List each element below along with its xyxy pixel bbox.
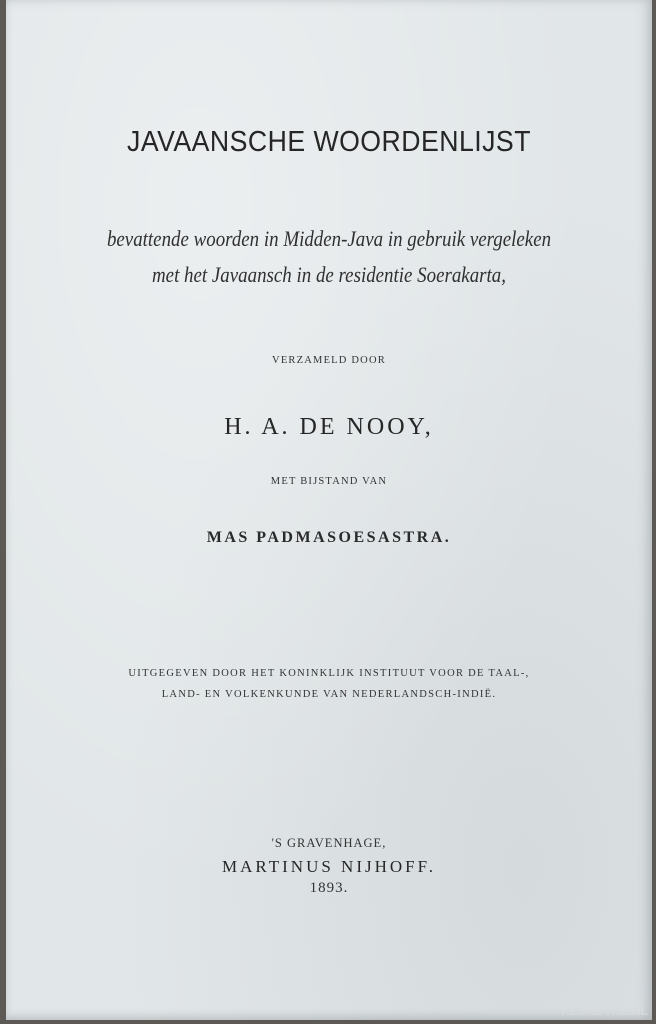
publisher-institute-line-2: LAND- EN VOLKENKUNDE VAN NEDERLANDSCH-INDIË. xyxy=(161,689,497,700)
publication-place: 'S GRAVENHAGE, xyxy=(271,836,387,850)
watermark: KLONDYKE.NL xyxy=(561,1004,648,1018)
compiled-by-label: VERZAMELD DOOR xyxy=(272,355,386,366)
book-title: JAVAANSCHE WOORDENLIJST xyxy=(127,126,531,158)
subtitle-line-1: bevattende woorden in Midden-Java in gebruik vergeleken xyxy=(106,226,552,251)
assisted-by-label: MET BIJSTAND VAN xyxy=(270,476,388,487)
assistant-name: MAS PADMASOESASTRA. xyxy=(206,529,452,546)
title-page xyxy=(6,0,652,1020)
publication-year: 1893. xyxy=(309,880,349,896)
author-name: H. A. DE NOOY, xyxy=(224,414,434,440)
publisher-name: MARTINUS NIJHOFF. xyxy=(222,857,436,876)
subtitle-line-2: met het Javaansch in de residentie Soerakarta, xyxy=(152,262,506,287)
publisher-institute-line-1: UITGEGEVEN DOOR HET KONINKLIJK INSTITUUT VOOR DE TAAL-, xyxy=(128,668,530,679)
